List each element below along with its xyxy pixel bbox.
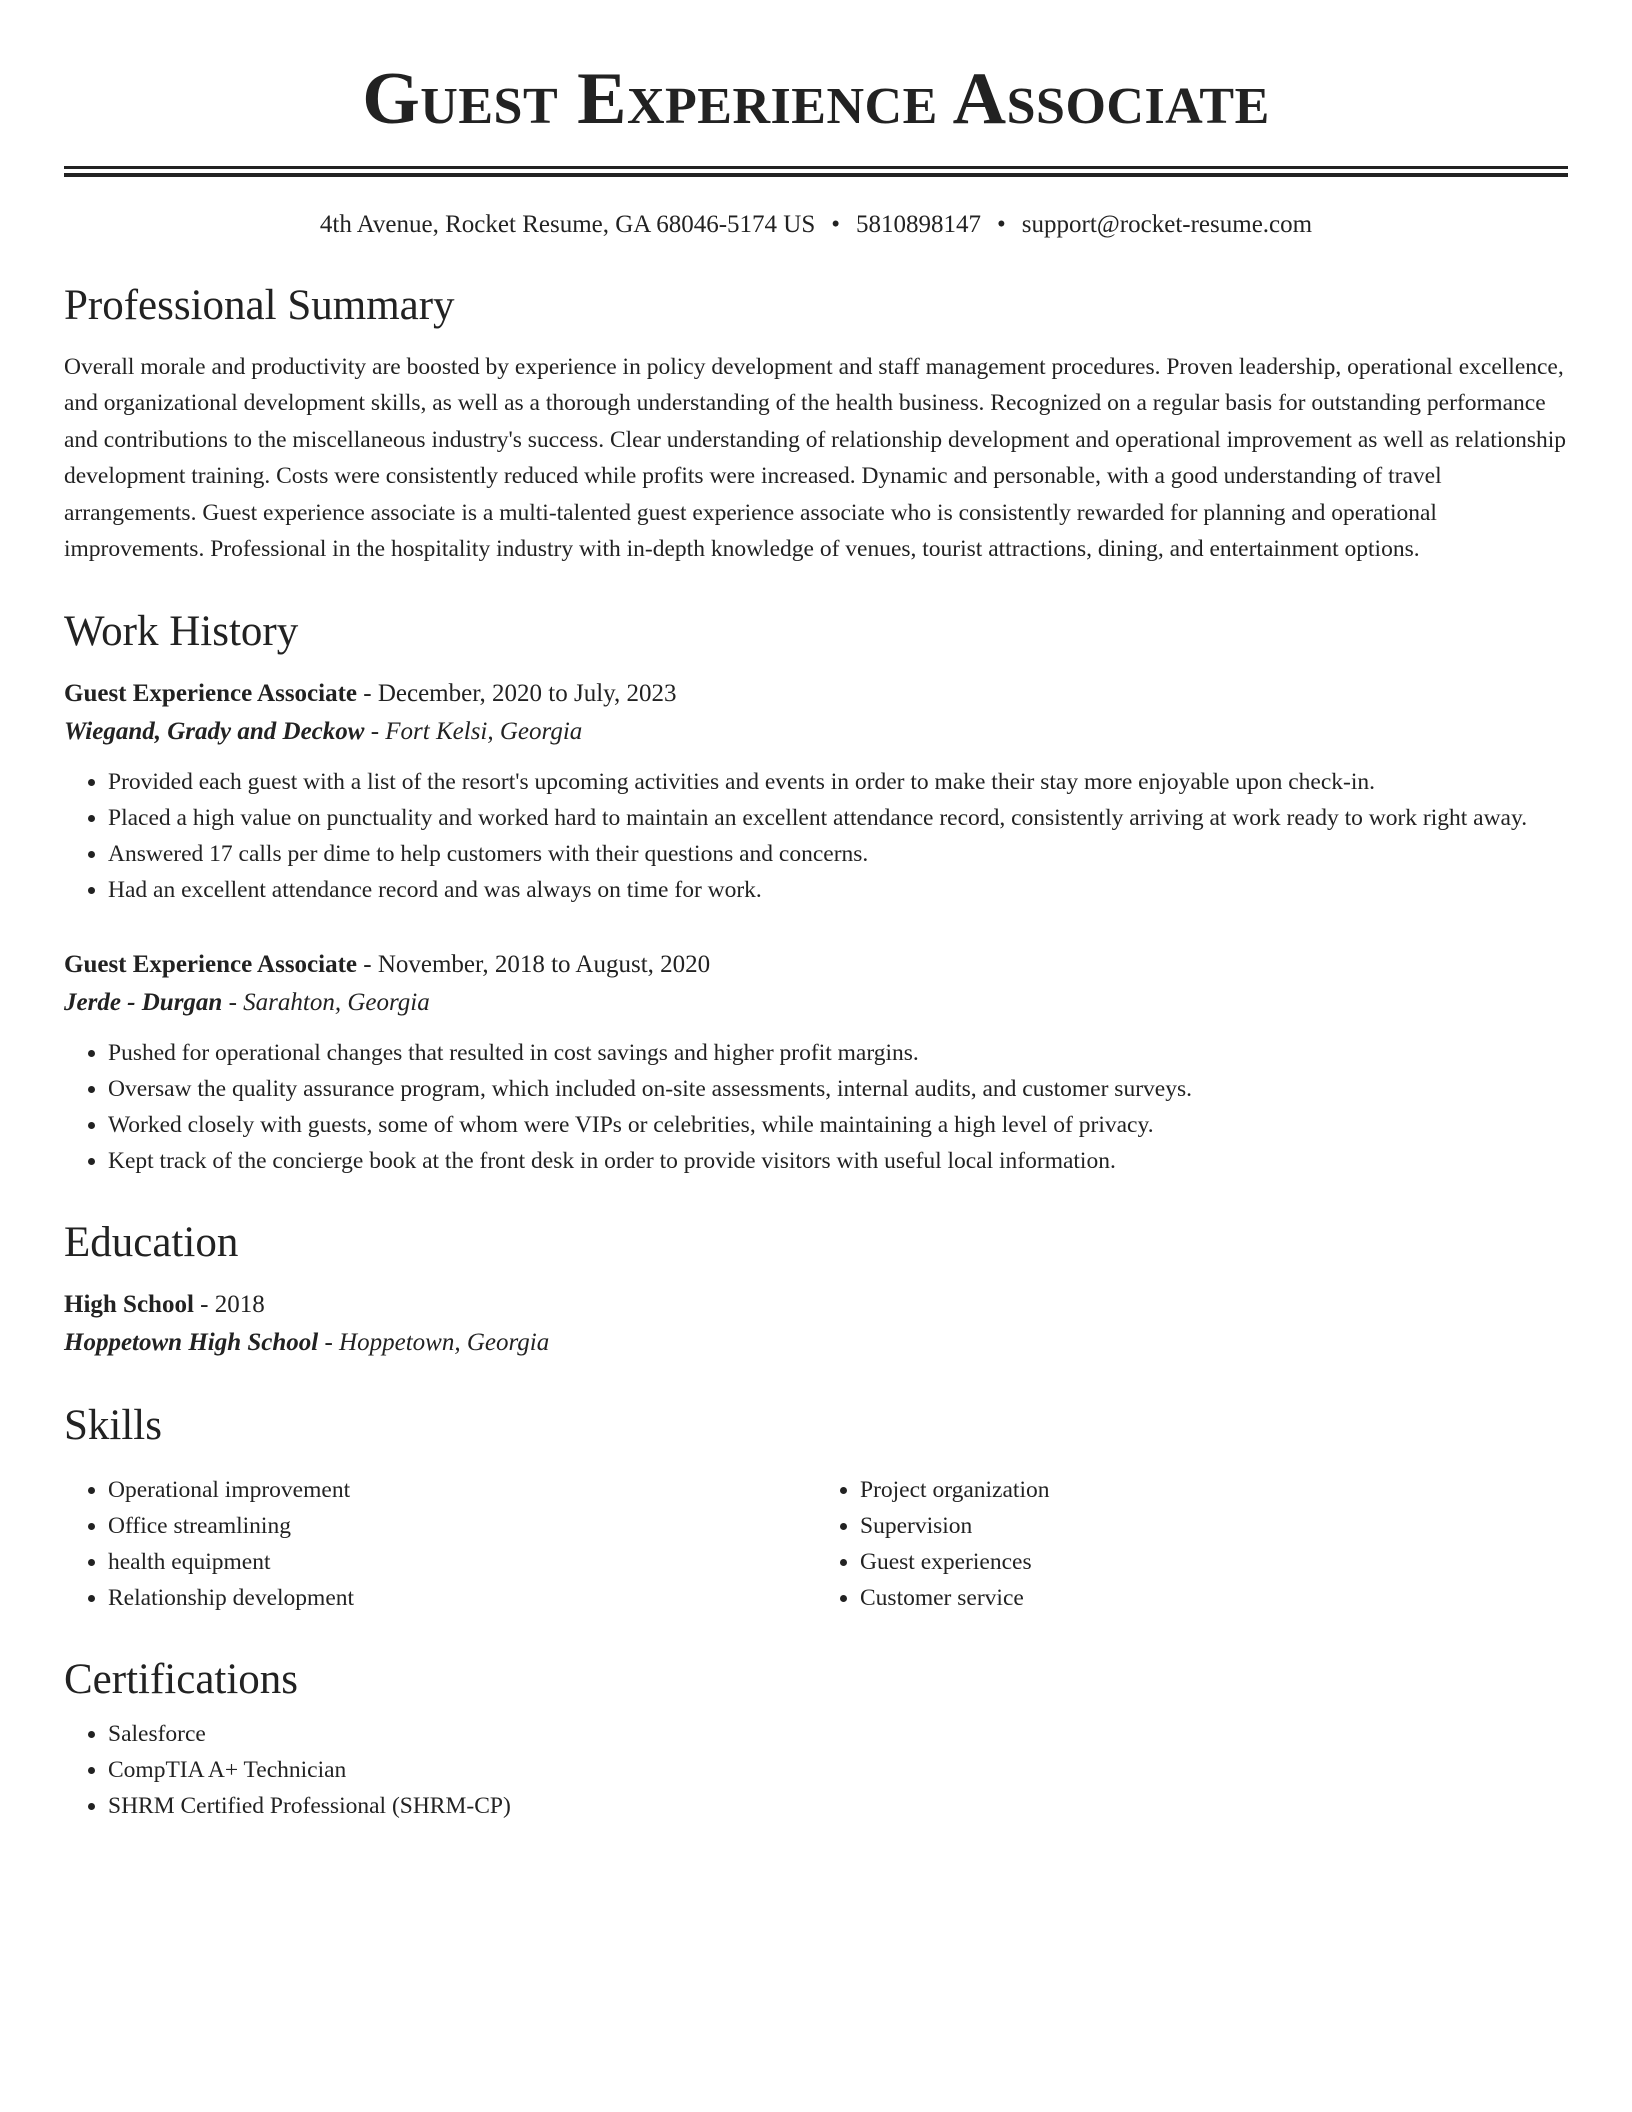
list-item: • Project organization [860,1472,1568,1508]
certifications-section [64,1656,1568,1824]
contact-phone: 5810898147 [856,211,982,238]
contact-email: support@rocket-resume.com [1021,211,1313,238]
job-company: Wiegand, Grady and Deckow [64,718,365,746]
skills-section [64,1402,1568,1615]
education-section [64,1219,1568,1362]
job-dates: - November, 2018 to August, 2020 [357,951,711,979]
list-item: • Customer service [860,1580,1568,1616]
skills-columns [64,1472,1568,1616]
job-entry [64,946,1568,1179]
job-company-line [64,984,1568,1022]
contact-line [64,209,1568,242]
summary-heading: Professional Summary [64,281,455,329]
work-history-section [64,608,1568,1179]
education-degree-line [64,1286,1568,1324]
list-item: • health equipment [108,1544,816,1580]
certifications-heading: Certifications [64,1655,299,1703]
list-item: • Answered 17 calls per dime to help customers with their questions and concerns. [108,836,1568,872]
job-title-line [64,675,1568,713]
list-item: • SHRM Certified Professional (SHRM-CP) [108,1788,1568,1824]
list-item: • Oversaw the quality assurance program, which included on-site assessments, internal audits, and customer surveys. [108,1071,1568,1107]
education-school-line [64,1324,1568,1362]
contact-separator: • [831,211,841,238]
job-title-line [64,946,1568,984]
job-bullets [64,764,1568,908]
skills-heading: Skills [64,1402,162,1450]
list-item: • Relationship development [108,1580,816,1616]
job-location: - Fort Kelsi, Georgia [364,718,583,746]
education-heading: Education [64,1219,239,1267]
list-item: • Guest experiences [860,1544,1568,1580]
list-item: • CompTIA A+ Technician [108,1752,1568,1788]
list-item: • Office streamlining [108,1508,816,1544]
skills-list-right [816,1472,1568,1616]
job-entry [64,675,1568,908]
list-item: • Worked closely with guests, some of whom were VIPs or celebrities, while maintaining a high level of privacy. [108,1107,1568,1143]
certifications-list [64,1716,1568,1824]
job-role: Guest Experience Associate [64,680,358,708]
list-item: • Pushed for operational changes that resulted in cost savings and higher profit margins. [108,1035,1568,1071]
contact-separator: • [997,211,1006,238]
job-location: - Sarahton, Georgia [222,989,430,1017]
title-divider [64,166,1568,177]
education-year: - 2018 [193,1291,265,1319]
job-role: Guest Experience Associate [64,951,358,979]
list-item: • Had an excellent attendance record and was always on time for work. [108,872,1568,908]
job-bullets [64,1035,1568,1179]
list-item: • Salesforce [108,1716,1568,1752]
summary-text: Overall morale and productivity are boosted by experience in policy development and staff management procedures. Proven leadership, operational excellence, and organizational development skills, as well as a thorough understanding of the health business. Recognized on a regular basis for outstanding performance and contributions to the miscellaneous industry's success. Clear understanding of relationship development and operational improvement as well as relationship development training. Costs were consistently reduced while profits were increased. Dynamic and personable, with a good understanding of travel arrangements. Guest experience associate is a multi-talented guest experience associate who is consistently rewarded for planning and operational improvements. Professional in the hospitality industry with in-depth knowledge of venues, tourist attractions, dining, and entertainment options. [64,353,1567,563]
education-location: - Hoppetown, Georgia [318,1329,550,1357]
list-item: • Placed a high value on punctuality and worked hard to maintain an excellent attendance record, consistently arriving at work ready to work right away. [108,800,1568,836]
work-history-heading: Work History [64,607,299,655]
list-item: • Provided each guest with a list of the resort's upcoming activities and events in order to make their stay more enjoyable upon check-in. [108,764,1568,800]
list-item: • Operational improvement [108,1472,816,1508]
summary-section [64,282,1568,568]
education-entry [64,1286,1568,1362]
job-company-line [64,713,1568,751]
list-item: • Supervision [860,1508,1568,1544]
skills-list-left [64,1472,816,1616]
education-school: Hoppetown High School [64,1329,319,1357]
education-degree: High School [64,1291,194,1319]
contact-address: 4th Avenue, Rocket Resume, GA 68046-5174 US [319,211,816,238]
job-dates: - December, 2020 to July, 2023 [357,680,677,708]
resume-title: Guest Experience Associate [362,58,1270,140]
job-company: Jerde - Durgan [64,989,223,1017]
list-item: • Kept track of the concierge book at the front desk in order to provide visitors with useful local information. [108,1143,1568,1179]
